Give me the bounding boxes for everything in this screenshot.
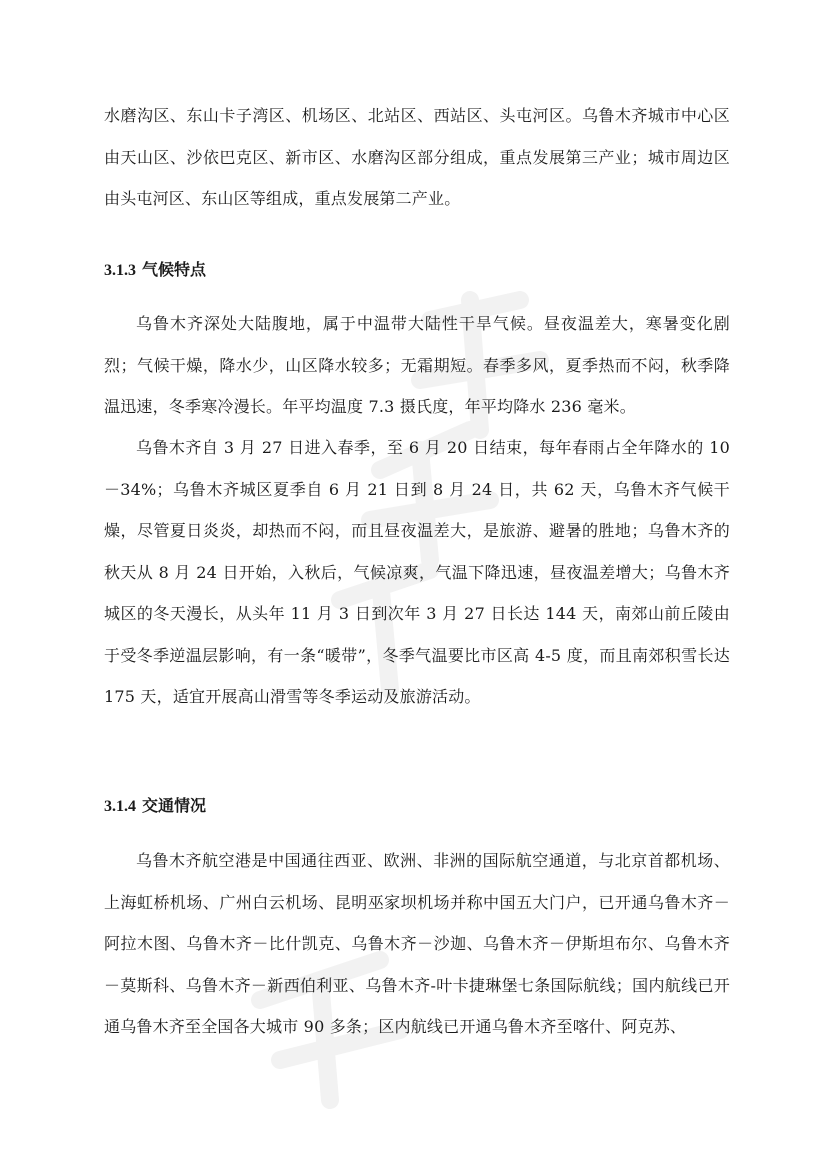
paragraph-districts: 水磨沟区、东山卡子湾区、机场区、北站区、西站区、头屯河区。乌鲁木齐城市中心区由天山区、沙依巴克区、新市区、水磨沟区部分组成，重点发展第三产业；城市周边区由头屯河区、东山区等组成，重点发展第二产业。 xyxy=(104,106,730,208)
heading-transport-number: 3.1.4 xyxy=(104,798,136,815)
heading-climate-number: 3.1.3 xyxy=(104,262,136,279)
heading-climate-title: 气候特点 xyxy=(142,260,207,279)
paragraph-climate-overview: 乌鲁木齐深处大陆腹地，属于中温带大陆性干旱气候。昼夜温差大，寒暑变化剧烈；气候干燥，降水少，山区降水较多；无霜期短。春季多风，夏季热而不闷，秋季降温迅速，冬季寒冷漫长。年平均温度 7.3 摄氏度，年平均降水 236 毫米。 xyxy=(104,314,730,416)
heading-climate xyxy=(104,258,206,283)
heading-transport-title: 交通情况 xyxy=(142,796,207,815)
paragraph-airport: 乌鲁木齐航空港是中国通往西亚、欧洲、非洲的国际航空通道，与北京首都机场、上海虹桥机场、广州白云机场、昆明巫家坝机场并称中国五大门户，已开通乌鲁木齐－阿拉木图、乌鲁木齐－比什凯克、乌鲁木齐－沙迦、乌鲁木齐－伊斯坦布尔、乌鲁木齐－莫斯科、乌鲁木齐－新西伯利亚、乌鲁木齐-叶卡捷琳堡七条国际航线；国内航线已开通乌鲁木齐至全国各大城市 90 多条；区内航线已开通乌鲁木齐至喀什、阿克苏、 xyxy=(104,851,730,1036)
paragraph-seasons: 乌鲁木齐自 3 月 27 日进入春季，至 6 月 20 日结束，每年春雨占全年降水的 10－34%；乌鲁木齐城区夏季自 6 月 21 日到 8 月 24 日，共 62 天，乌鲁木齐气候干燥，尽管夏日炎炎，却热而不闷，而且昼夜温差大，是旅游、避暑的胜地；乌鲁木齐的秋天从 8 月 24 日开始，入秋后，气候凉爽，气温下降迅速，昼夜温差增大；乌鲁木齐城区的冬天漫长，从头年 11 月 3 日到次年 3 月 27 日长达 144 天，南郊山前丘陵由于受冬季逆温层影响，有一条“暖带”，冬季气温要比市区高 4-5 度，而且南郊积雪长达 175 天，适宜开展高山滑雪等冬季运动及旅游活动。 xyxy=(104,438,730,706)
heading-transport xyxy=(104,794,206,819)
